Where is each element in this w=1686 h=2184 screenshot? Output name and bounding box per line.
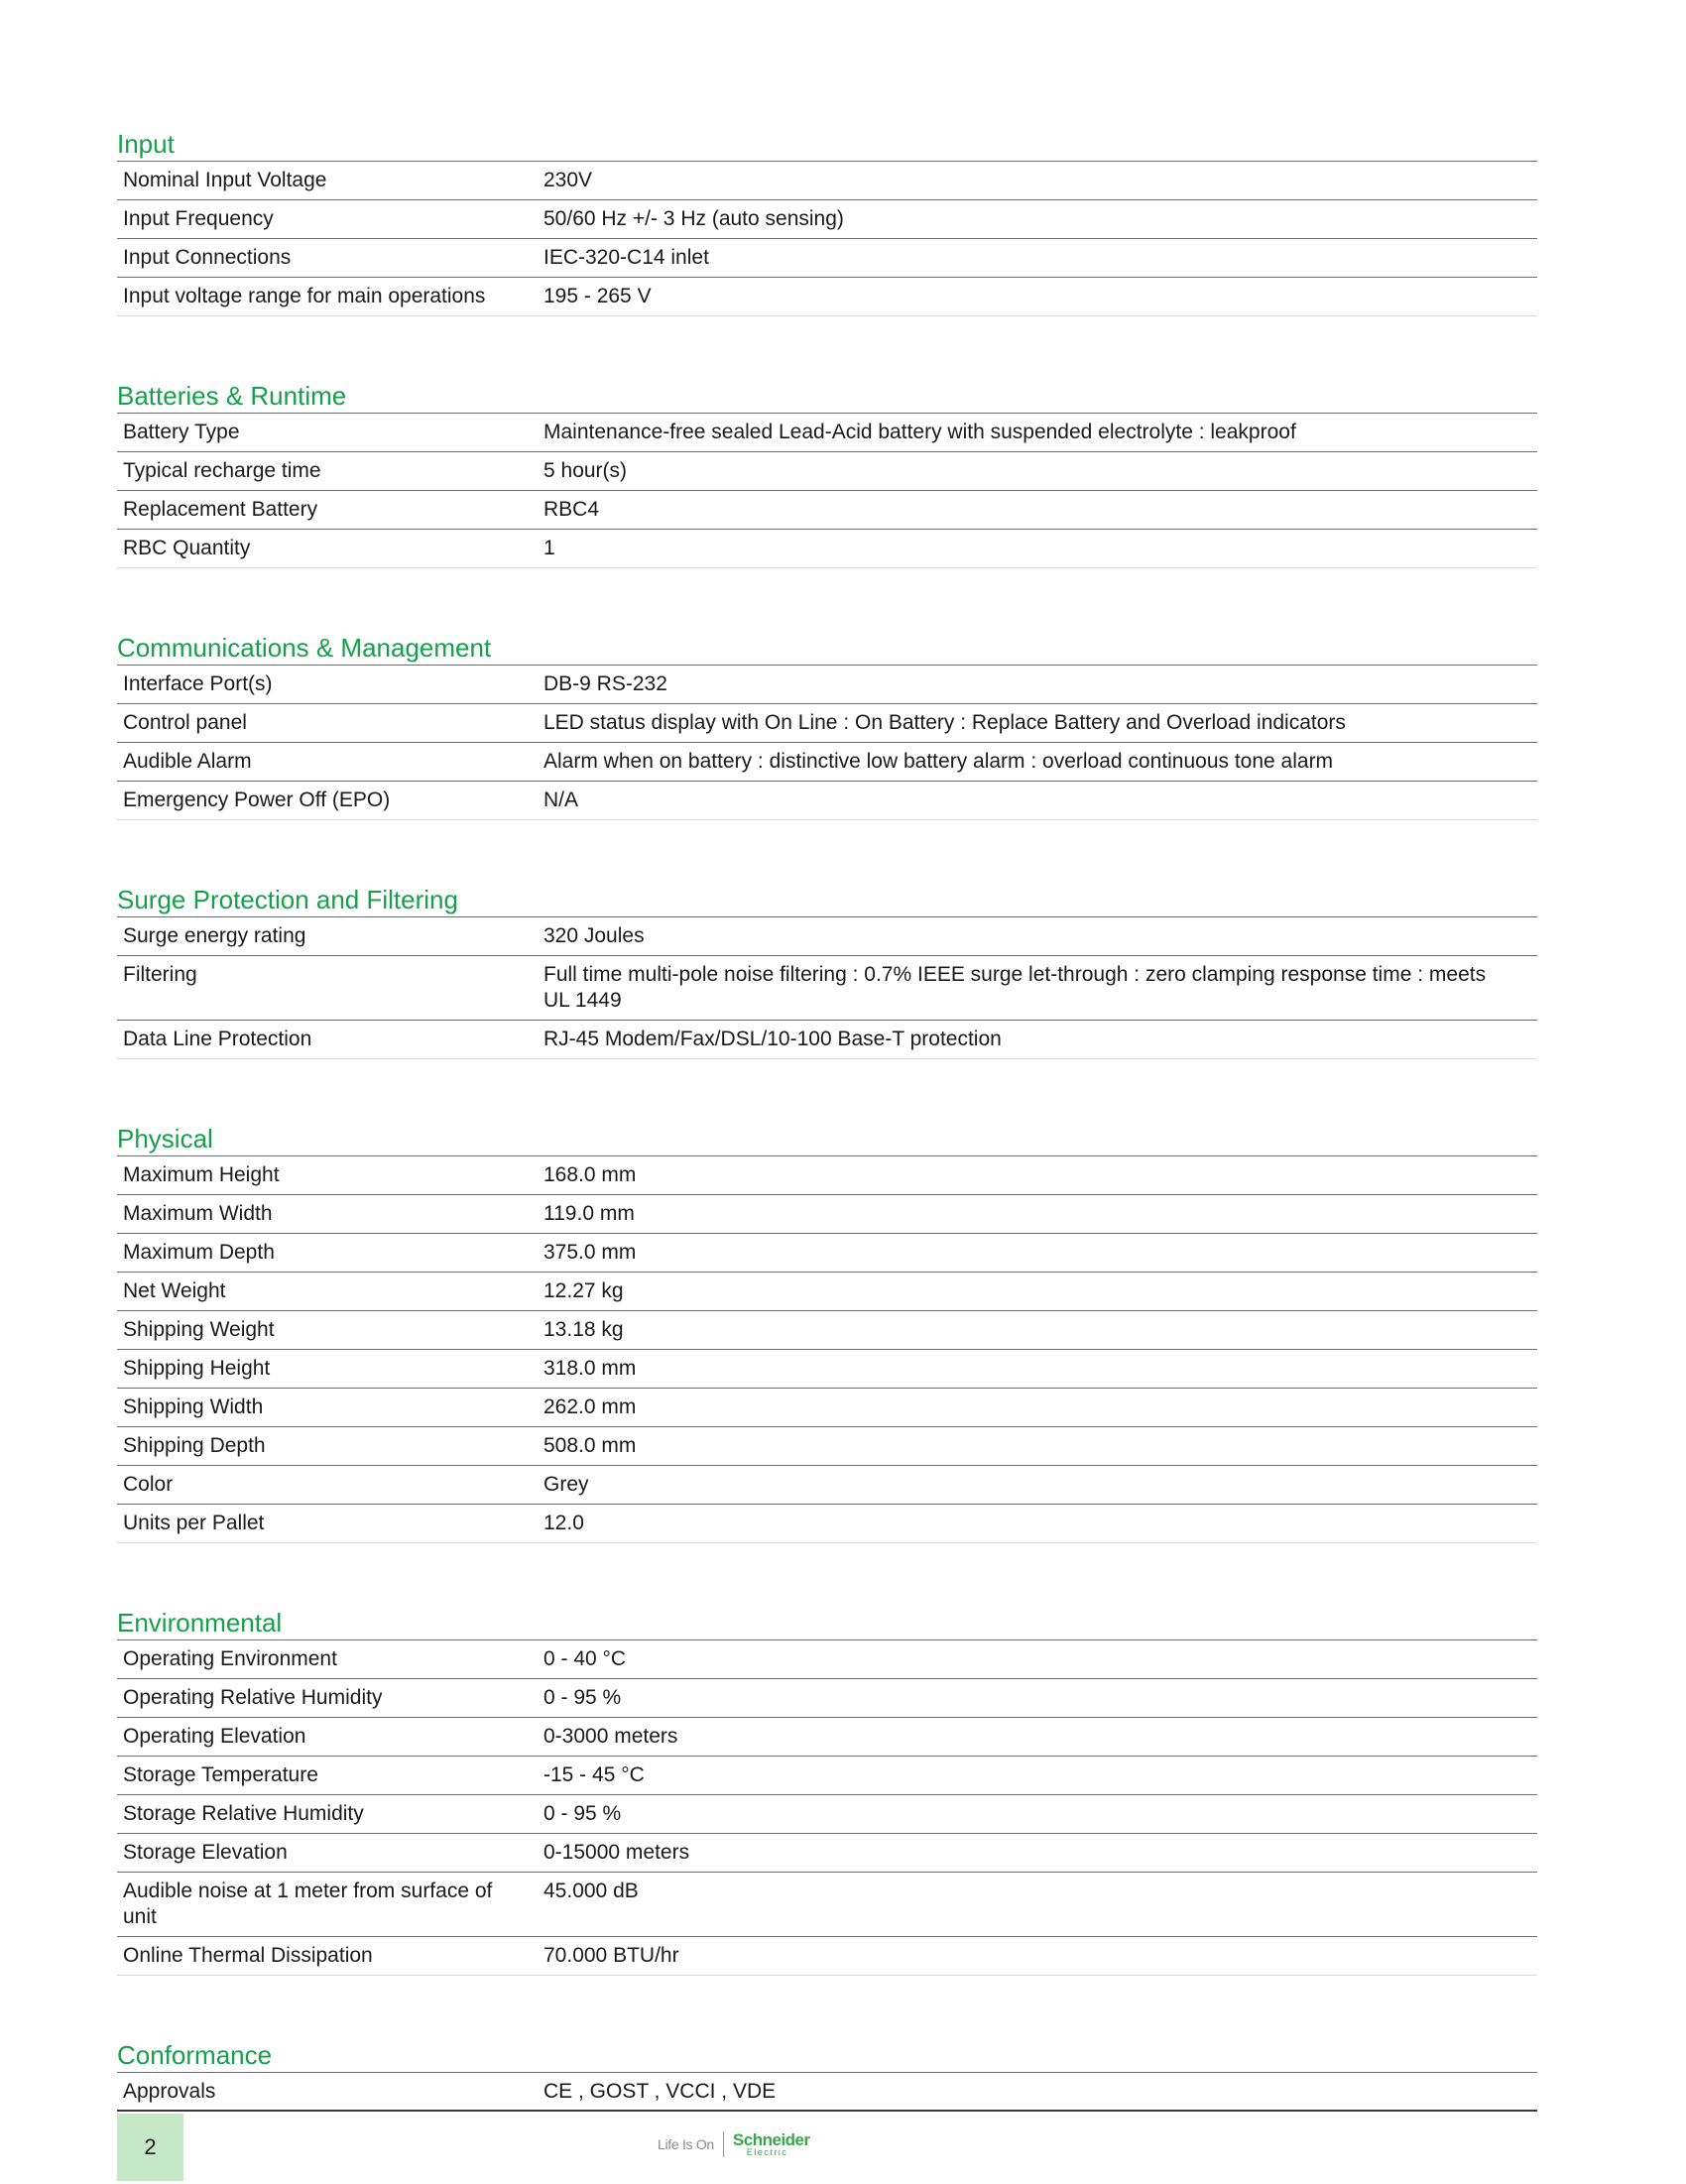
spec-value: Grey [543,1473,589,1496]
spec-label: Maximum Depth [123,1241,275,1264]
spec-label: Data Line Protection [123,1028,312,1050]
spec-row [117,530,1537,568]
spec-value: 0 - 95 % [543,1802,622,1825]
spec-label: Emergency Power Off (EPO) [123,789,391,811]
spec-value: 45.000 dB [543,1880,639,1902]
spec-value: 320 Joules [543,924,645,947]
section-title: Conformance [117,2038,1537,2073]
spec-section [117,1606,1537,1976]
spec-row [117,1273,1537,1311]
spec-row [117,1640,1537,1679]
spec-label: Operating Elevation [123,1725,306,1748]
spec-label: Filtering [123,963,197,986]
spec-row [117,1156,1537,1195]
spec-row [117,666,1537,704]
spec-value: Full time multi-pole noise filtering : 0.7% IEEE surge let-through : zero clamping response time : meets UL 1449 [543,963,1487,1012]
spec-row [117,414,1537,452]
spec-row [117,1234,1537,1273]
spec-label: Operating Environment [123,1647,337,1670]
spec-row [117,1389,1537,1427]
spec-section [117,379,1537,568]
spec-row [117,1350,1537,1389]
spec-value: DB-9 RS-232 [543,672,667,695]
spec-label: Nominal Input Voltage [123,169,327,191]
spec-row [117,1679,1537,1718]
spec-label: Audible Alarm [123,750,252,773]
spec-row [117,239,1537,278]
spec-label: Shipping Width [123,1395,264,1418]
spec-value: 168.0 mm [543,1163,637,1186]
spec-row [117,1311,1537,1350]
spec-label: Battery Type [123,421,240,443]
spec-row [117,782,1537,820]
spec-label: Input Connections [123,246,292,269]
spec-value: 119.0 mm [543,1202,635,1225]
spec-value: RJ-45 Modem/Fax/DSL/10-100 Base-T protection [543,1028,1002,1050]
spec-row [117,1505,1537,1543]
spec-label: Color [123,1473,174,1496]
brand-sub: Electric [746,2147,788,2157]
spec-value: Maintenance-free sealed Lead-Acid battery with suspended electrolyte : leakproof [543,421,1296,443]
section-title: Environmental [117,1606,1537,1640]
spec-value: RBC4 [543,498,600,521]
spec-value: 0 - 95 % [543,1686,622,1709]
spec-value: 50/60 Hz +/- 3 Hz (auto sensing) [543,207,844,230]
section-title: Surge Protection and Filtering [117,883,1537,917]
section-title: Communications & Management [117,631,1537,666]
spec-section [117,1122,1537,1543]
spec-value: 12.0 [543,1512,584,1534]
schneider-logo [733,2131,810,2157]
spec-value: N/A [543,789,579,811]
spec-label: Shipping Height [123,1357,271,1380]
spec-row [117,1466,1537,1505]
spec-row [117,1427,1537,1466]
spec-row [117,917,1537,956]
section-title: Input [117,127,1537,162]
spec-section [117,127,1537,316]
page-number: 2 [117,2114,183,2181]
spec-row [117,200,1537,239]
spec-label: Online Thermal Dissipation [123,1944,373,1967]
spec-label: Interface Port(s) [123,672,273,695]
spec-row [117,1834,1537,1873]
spec-row [117,743,1537,782]
spec-label: Approvals [123,2080,216,2103]
spec-label: Shipping Weight [123,1318,275,1341]
spec-label: Maximum Height [123,1163,280,1186]
spec-row [117,491,1537,530]
spec-row [117,2073,1537,2112]
spec-section [117,2038,1537,2112]
spec-label: Input Frequency [123,207,274,230]
spec-value: IEC-320-C14 inlet [543,246,709,269]
spec-value: 70.000 BTU/hr [543,1944,679,1967]
page-footer [117,2110,1537,2184]
spec-value: -15 - 45 °C [543,1763,645,1786]
spec-row [117,704,1537,743]
brand-divider [723,2131,724,2157]
spec-label: Audible noise at 1 meter from surface of unit [123,1880,493,1928]
spec-value: 5 hour(s) [543,459,628,482]
spec-value: CE , GOST , VCCI , VDE [543,2080,777,2103]
spec-label: Storage Temperature [123,1763,318,1786]
spec-value: 195 - 265 V [543,285,652,307]
spec-value: 12.27 kg [543,1279,624,1302]
spec-value: 0 - 40 °C [543,1647,627,1670]
section-title: Batteries & Runtime [117,379,1537,414]
spec-label: Input voltage range for main operations [123,285,486,307]
spec-value: 0-15000 meters [543,1841,690,1864]
spec-value: Alarm when on battery : distinctive low battery alarm : overload continuous tone alarm [543,750,1334,773]
spec-row [117,1873,1537,1937]
spec-row [117,1195,1537,1234]
spec-label: Storage Relative Humidity [123,1802,364,1825]
spec-row [117,1718,1537,1757]
brand-logo [658,2129,810,2159]
spec-label: Units per Pallet [123,1512,265,1534]
spec-label: Operating Relative Humidity [123,1686,383,1709]
spec-section [117,883,1537,1059]
brand-tagline: Life Is On [658,2136,714,2152]
section-title: Physical [117,1122,1537,1156]
spec-label: Control panel [123,711,247,734]
spec-row [117,278,1537,316]
spec-label: Replacement Battery [123,498,318,521]
spec-value: 508.0 mm [543,1434,637,1457]
spec-value: 375.0 mm [543,1241,637,1264]
spec-row [117,1795,1537,1834]
spec-label: Surge energy rating [123,924,306,947]
spec-value: 0-3000 meters [543,1725,678,1748]
spec-value: 318.0 mm [543,1357,637,1380]
spec-value: 230V [543,169,593,191]
spec-row [117,452,1537,491]
spec-row [117,162,1537,200]
spec-label: RBC Quantity [123,537,251,559]
spec-label: Typical recharge time [123,459,321,482]
spec-value: 262.0 mm [543,1395,637,1418]
spec-label: Maximum Width [123,1202,273,1225]
spec-sheet [117,127,1537,2174]
spec-row [117,1757,1537,1795]
spec-label: Storage Elevation [123,1841,288,1864]
spec-row [117,956,1537,1021]
spec-label: Shipping Depth [123,1434,266,1457]
spec-value: 13.18 kg [543,1318,624,1341]
brand-name: Schneider [732,2130,810,2149]
spec-row [117,1021,1537,1059]
spec-value: LED status display with On Line : On Battery : Replace Battery and Overload indicators [543,711,1346,734]
spec-section [117,631,1537,820]
spec-value: 1 [543,537,555,559]
spec-row [117,1937,1537,1976]
spec-label: Net Weight [123,1279,226,1302]
